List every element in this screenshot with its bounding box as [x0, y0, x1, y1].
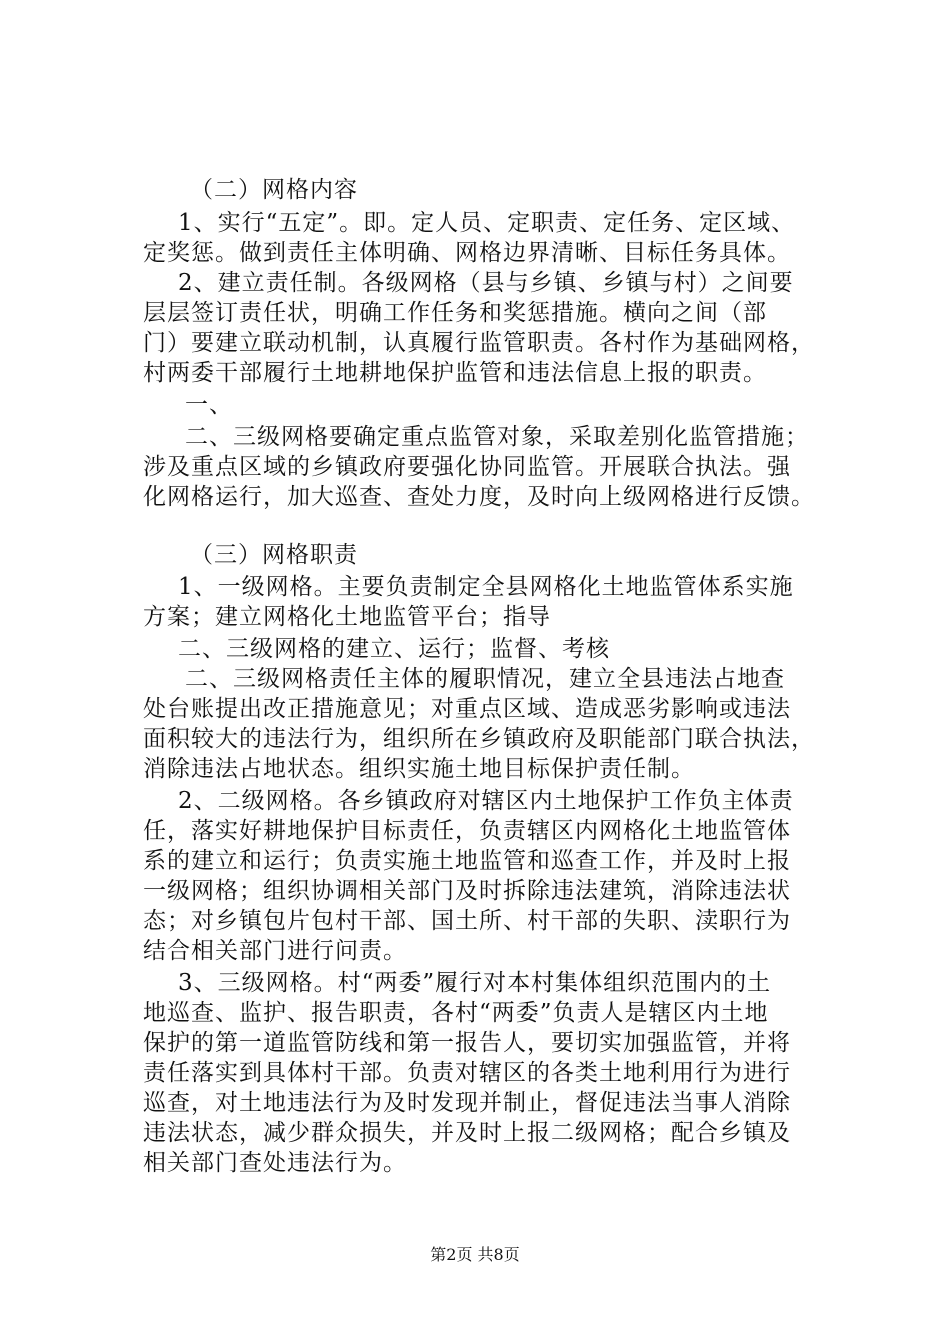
paragraph-line: 2、二级网格。各乡镇政府对辖区内土地保护工作负主体责	[178, 788, 794, 814]
paragraph-line: 系的建立和运行；负责实施土地监管和巡查工作，并及时上报	[143, 848, 791, 874]
paragraph-line: 任，落实好耕地保护目标责任，负责辖区内网格化土地监管体	[143, 818, 791, 844]
paragraph-line: 地巡查、监护、报告职责，各村“两委”负责人是辖区内土地	[143, 1000, 769, 1026]
paragraph-line: 处台账提出改正措施意见；对重点区域、造成恶劣影响或违法	[143, 696, 791, 722]
paragraph-line: 结合相关部门进行问责。	[143, 938, 407, 964]
paragraph-line: 一级网格；组织协调相关部门及时拆除违法建筑，消除违法状	[143, 878, 791, 904]
paragraph-line: 涉及重点区域的乡镇政府要强化协同监管。开展联合执法。强	[143, 454, 791, 480]
paragraph-line: 1、一级网格。主要负责制定全县网格化土地监管体系实施	[178, 574, 794, 600]
paragraph-line: 层层签订责任状，明确工作任务和奖惩措施。横向之间（部	[143, 300, 767, 326]
paragraph-line: 定奖惩。做到责任主体明确、网格边界清晰、目标任务具体。	[143, 240, 791, 266]
paragraph-line: 消除违法占地状态。组织实施土地目标保护责任制。	[143, 756, 695, 782]
paragraph-line: 二、三级网格要确定重点监管对象，采取差别化监管措施；	[185, 424, 809, 450]
paragraph-line: 门）要建立联动机制，认真履行监管职责。各村作为基础网格，	[143, 330, 815, 356]
paragraph-line: 1、实行“五定”。即。定人员、定职责、定任务、定区域、	[178, 210, 796, 236]
paragraph-line: 违法状态，减少群众损失，并及时上报二级网格；配合乡镇及	[143, 1120, 791, 1146]
paragraph-line: 方案；建立网格化土地监管平台；指导	[143, 604, 551, 630]
paragraph-line: 二、三级网格责任主体的履职情况，建立全县违法占地查	[185, 666, 785, 692]
paragraph-line: 村两委干部履行土地耕地保护监管和违法信息上报的职责。	[143, 360, 767, 386]
paragraph-line: 保护的第一道监管防线和第一报告人，要切实加强监管，并将	[143, 1030, 791, 1056]
page-footer: 第2页 共8页	[430, 1245, 520, 1264]
paragraph-line: 3、三级网格。村“两委”履行对本村集体组织范围内的土	[178, 970, 772, 996]
section-heading-content: （二）网格内容	[190, 177, 358, 203]
paragraph-line: 巡查，对土地违法行为及时发现并制止，督促违法当事人消除	[143, 1090, 791, 1116]
paragraph-line: 责任落实到具体村干部。负责对辖区的各类土地利用行为进行	[143, 1060, 791, 1086]
paragraph-line: 面积较大的违法行为，组织所在乡镇政府及职能部门联合执法，	[143, 726, 815, 752]
paragraph-line: 化网格运行，加大巡查、查处力度，及时向上级网格进行反馈。	[143, 484, 815, 510]
paragraph-line: 2、建立责任制。各级网格（县与乡镇、乡镇与村）之间要	[178, 270, 794, 296]
paragraph-line: 态；对乡镇包片包村干部、国土所、村干部的失职、渎职行为	[143, 908, 791, 934]
paragraph-line: 一、	[185, 392, 233, 418]
paragraph-line: 相关部门查处违法行为。	[143, 1150, 407, 1176]
section-heading-duties: （三）网格职责	[190, 542, 358, 568]
paragraph-line: 二、三级网格的建立、运行；监督、考核	[178, 636, 610, 662]
